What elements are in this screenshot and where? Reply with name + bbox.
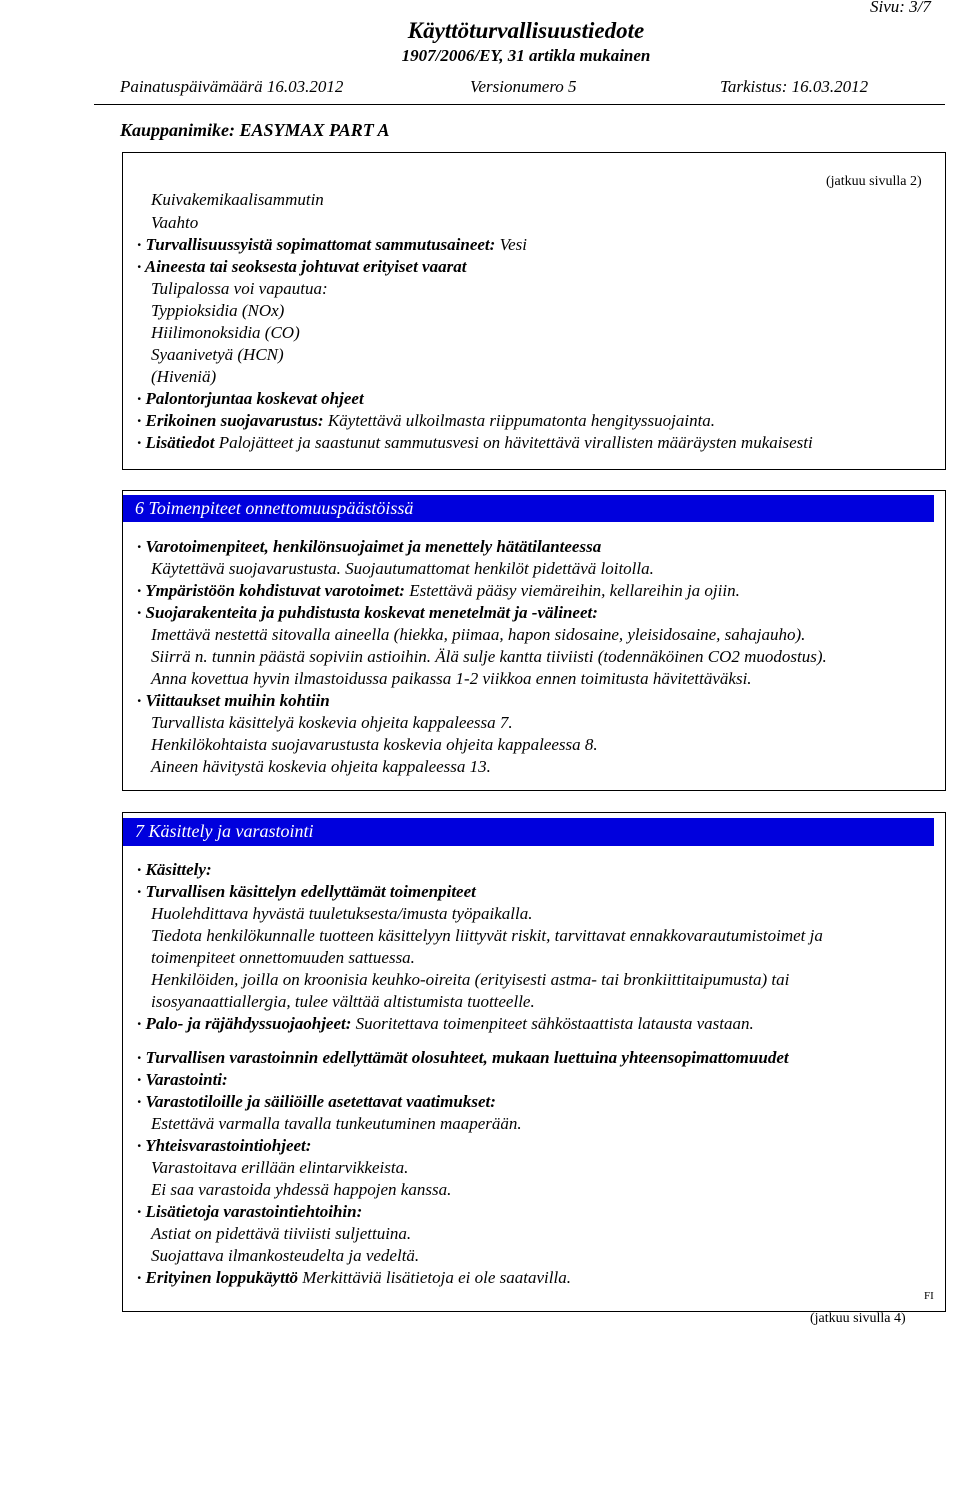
label-bold: · Erityinen loppukäyttö (137, 1268, 299, 1287)
label-bold: · Lisätiedot (137, 433, 215, 452)
label-text: Estettävä varmalla tavalla tunkeutuminen maaperään. (151, 1114, 522, 1133)
label-bold: · Turvallisen varastoinnin edellyttämät olosuhteet, mukaan luettuina yhteensopimattomuudet (137, 1048, 789, 1067)
page-number: Sivu: 3/7 (870, 0, 931, 16)
text-line (151, 279, 328, 299)
text-line (151, 904, 533, 924)
label-text: Henkilökohtaista suojavarustusta koskevia ohjeita kappaleessa 8. (151, 735, 598, 754)
text-line (151, 301, 284, 321)
label-text: Imettävä nestettä sitovalla aineella (hiekka, piimaa, hapon sidosaine, yleisidosaine, sahajauho). (151, 625, 806, 644)
text-line (151, 345, 284, 365)
text-line (151, 559, 654, 579)
label-text: Suoritettava toimenpiteet sähköstaattista latausta vastaan. (351, 1014, 754, 1033)
label-text: Typpioksidia (NOx) (151, 301, 285, 320)
label-bold: · Varastointi: (137, 1070, 228, 1089)
text-line (151, 323, 300, 343)
text-line (151, 1158, 408, 1178)
label-text: Ei saa varastoida yhdessä happojen kanssa. (151, 1180, 452, 1199)
text-line (137, 882, 476, 902)
language-code: FI (924, 1290, 934, 1302)
text-line (151, 992, 535, 1012)
text-line (151, 713, 513, 733)
label-bold: · Erikoinen suojavarustus: (137, 411, 324, 430)
continued-to-note: (jatkuu sivulla 4) (810, 1311, 906, 1326)
label-text: Varastoitava erillään elintarvikkeista. (151, 1158, 409, 1177)
label-bold: · Suojarakenteita ja puhdistusta koskevat menetelmät ja -välineet: (137, 603, 598, 622)
label-text: Merkittäviä lisätietoja ei ole saatavilla. (298, 1268, 571, 1287)
text-line (151, 669, 752, 689)
label-text: (Hiveniä) (151, 367, 217, 386)
text-line (137, 1070, 228, 1090)
text-line (137, 537, 601, 557)
label-bold: · Varotoimenpiteet, henkilönsuojaimet ja menettely hätätilanteessa (137, 537, 602, 556)
label-text: Kuivakemikaalisammutin (151, 190, 324, 209)
text-line (151, 625, 805, 645)
text-line (151, 213, 198, 233)
text-line (137, 691, 330, 711)
text-line (151, 948, 415, 968)
text-line (137, 257, 466, 277)
label-text: Estettävä pääsy viemäreihin, kellareihin ja ojiin. (404, 581, 740, 600)
text-line (137, 581, 740, 601)
label-text: Tulipalossa voi vapautua: (151, 279, 328, 298)
section-6-heading: 6 Toimenpiteet onnettomuuspäästöissä (123, 495, 934, 522)
text-line (151, 647, 827, 667)
label-text: Hiilimonoksidia (CO) (151, 323, 300, 342)
label-bold: · Yhteisvarastointiohjeet: (137, 1136, 312, 1155)
label-bold: · Palontorjuntaa koskevat ohjeet (137, 389, 364, 408)
text-line (137, 411, 715, 431)
version-number: Versionumero 5 (470, 77, 577, 96)
label-bold: · Ympäristöön kohdistuvat varotoimet: (137, 581, 405, 600)
label-text: Syaanivetyä (HCN) (151, 345, 284, 364)
label-bold: · Lisätietoja varastointiehtoihin: (137, 1202, 363, 1221)
section-7-heading: 7 Käsittely ja varastointi (123, 818, 934, 846)
label-text: Siirrä n. tunnin päästä sopiviin astioihin. Älä sulje kantta tiiviisti (todennäköinen CO2 muodostus). (151, 647, 827, 666)
label-text: Käytettävä ulkoilmasta riippumatonta hengityssuojainta. (323, 411, 716, 430)
label-text: Vesi (495, 235, 527, 254)
label-text: isosyanaattiallergia, tulee välttää altistumista tuotteelle. (151, 992, 535, 1011)
label-bold: · Turvallisuussyistä sopimattomat sammutusaineet: (137, 235, 496, 254)
continued-from-note: (jatkuu sivulla 2) (826, 174, 922, 189)
revision-date: Tarkistus: 16.03.2012 (720, 77, 869, 96)
text-line (151, 1114, 522, 1134)
text-line (151, 926, 823, 946)
text-line (151, 970, 789, 990)
text-line (137, 389, 364, 409)
text-line (151, 1224, 411, 1244)
text-line (151, 735, 598, 755)
text-line (151, 757, 491, 777)
label-bold: · Turvallisen käsittelyn edellyttämät toimenpiteet (137, 882, 476, 901)
label-text: toimenpiteet onnettomuuden sattuessa. (151, 948, 415, 967)
label-bold: · Aineesta tai seoksesta johtuvat erityiset vaarat (137, 257, 467, 276)
text-line (151, 190, 324, 210)
label-text: Anna kovettua hyvin ilmastoidussa paikassa 1-2 viikkoa ennen toimitusta hävitettäväksi. (151, 669, 752, 688)
document-subtitle: 1907/2006/EY, 31 artikla mukainen (401, 46, 651, 65)
text-line (151, 367, 216, 387)
trade-name: Kauppanimike: EASYMAX PART A (120, 120, 390, 140)
label-text: Vaahto (151, 213, 199, 232)
label-text: Suojattava ilmankosteudelta ja vedeltä. (151, 1246, 420, 1265)
text-line (137, 1136, 311, 1156)
document-title: Käyttöturvallisuustiedote (407, 18, 645, 43)
label-bold: · Käsittely: (137, 860, 212, 879)
text-line (137, 1048, 789, 1068)
label-text: Astiat on pidettävä tiiviisti suljettuina. (151, 1224, 412, 1243)
header-divider (94, 104, 945, 105)
text-line (137, 1268, 571, 1288)
label-text: Palojätteet ja saastunut sammutusvesi on hävitettävä virallisten määräysten mukaisesti (214, 433, 813, 452)
label-text: Aineen hävitystä koskevia ohjeita kappaleessa 13. (151, 757, 491, 776)
label-bold: · Palo- ja räjähdyssuojaohjeet: (137, 1014, 352, 1033)
label-text: Käytettävä suojavarustusta. Suojautumattomat henkilöt pidettävä loitolla. (151, 559, 654, 578)
text-line (151, 1246, 419, 1266)
text-line (137, 860, 212, 880)
text-line (151, 1180, 451, 1200)
text-line (137, 1092, 496, 1112)
label-text: Huolehdittava hyvästä tuuletuksesta/imusta työpaikalla. (151, 904, 533, 923)
text-line (137, 1202, 362, 1222)
text-line (137, 235, 527, 255)
text-line (137, 433, 813, 453)
label-text: Turvallista käsittelyä koskevia ohjeita kappaleessa 7. (151, 713, 513, 732)
print-date: Painatuspäivämäärä 16.03.2012 (120, 77, 344, 96)
label-text: Henkilöiden, joilla on kroonisia keuhko-oireita (erityisesti astma- tai bronkiittitaipumusta) tai (151, 970, 790, 989)
text-line (137, 603, 598, 623)
label-bold: · Varastotiloille ja säiliöille asetettavat vaatimukset: (137, 1092, 496, 1111)
text-line (137, 1014, 754, 1034)
label-bold: · Viittaukset muihin kohtiin (137, 691, 330, 710)
label-text: Tiedota henkilökunnalle tuotteen käsittelyyn liittyvät riskit, tarvittavat ennakkovarautumistoimet ja (151, 926, 823, 945)
